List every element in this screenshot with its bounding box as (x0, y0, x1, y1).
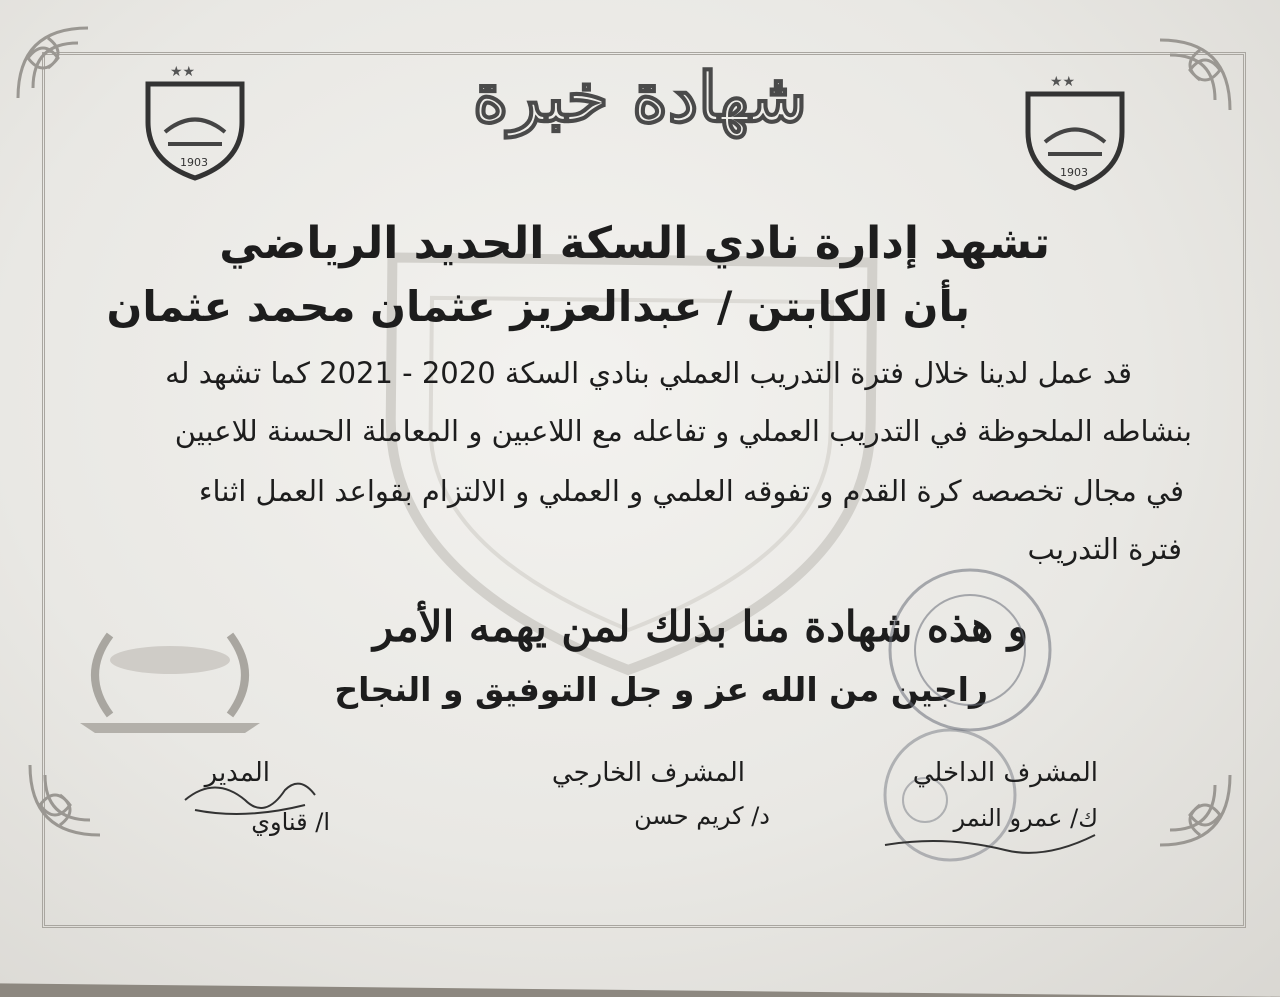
internal-supervisor-signature-icon (880, 810, 1100, 870)
director-signature-icon (175, 770, 325, 830)
svg-text:★★: ★★ (1050, 74, 1076, 90)
external-supervisor-label: المشرف الخارجي (551, 758, 745, 788)
svg-text:★★: ★★ (170, 64, 196, 80)
body-line: فترة التدريب (1027, 532, 1182, 566)
external-supervisor-name: د/ كريم حسن (634, 802, 770, 830)
body-line: قد عمل لدينا خلال فترة التدريب العملي بنادي السكة 2020 - 2021 كما تشهد له (165, 356, 1132, 390)
body-line: بنشاطه الملحوظة في التدريب العملي و تفاعله مع اللاعبين و المعاملة الحسنة للاعبين (174, 414, 1192, 448)
laurel-emblem-icon (70, 615, 270, 735)
corner-ornament-icon (1150, 765, 1240, 855)
official-stamp-icon (880, 560, 1060, 740)
internal-supervisor-name: ك/ عمرو النمر (953, 804, 1098, 832)
body-line: في مجال تخصصه كرة القدم و تفوقه العلمي و العملي و الالتزام بقواعد العمل اثناء (198, 474, 1184, 508)
director-label: المدير (204, 758, 270, 788)
closing-wish: راجين من الله عز و جل التوفيق و النجاح (334, 670, 988, 709)
svg-text:1903: 1903 (1060, 166, 1088, 179)
heading-recipient: بأن الكابتن / عبدالعزيز عثمان محمد عثمان (106, 282, 970, 331)
corner-ornament-icon (20, 755, 110, 845)
internal-supervisor-label: المشرف الداخلي (912, 758, 1098, 788)
certificate-title: شهادة خبرة (472, 58, 808, 138)
closing-statement: و هذه شهادة منا بذلك لمن يهمه الأمر (373, 602, 1028, 651)
svg-text:1903: 1903 (180, 156, 208, 169)
heading-club: تشهد إدارة نادي السكة الحديد الرياضي (219, 218, 1050, 269)
director-name: ا/ قناوي (251, 808, 330, 836)
